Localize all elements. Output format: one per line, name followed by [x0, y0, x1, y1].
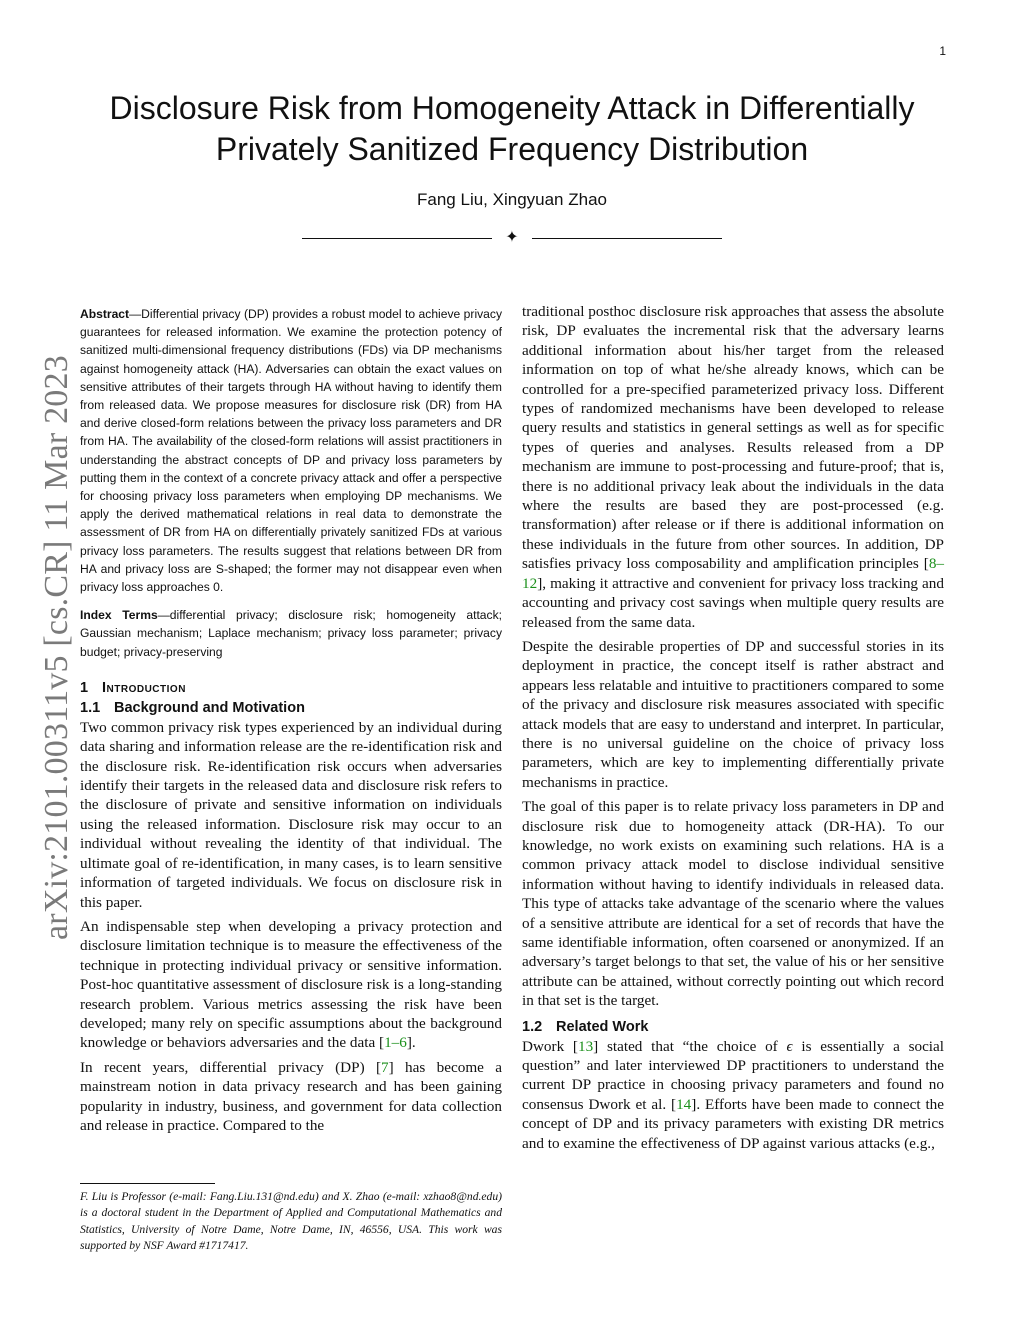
paper-title: Disclosure Risk from Homogeneity Attack in Differentially Privately Sanitized Frequency Distribution — [109, 90, 915, 167]
citation-link[interactable]: 7 — [381, 1058, 389, 1076]
citation-link[interactable]: 8–12 — [522, 555, 944, 592]
paragraph — [80, 917, 502, 1053]
title-separator — [302, 229, 722, 249]
separator-star-icon: ✦ — [505, 229, 519, 246]
paragraph-text: ] has become a mainstream notion in data privacy research and has been gaining popularity in industry, business, and government for data collection and release in practice. Compared to the — [80, 1058, 502, 1134]
citation-link[interactable]: 1–6 — [384, 1034, 407, 1052]
paragraph-text: ] stated that “the choice of — [593, 1037, 787, 1055]
index-terms-text: —differential privacy; disclosure risk; homogeneity attack; Gaussian mechanism; Laplace mechanism; privacy loss parameter; privacy budget; privacy-preserving — [80, 608, 502, 659]
arxiv-identifier-stamp: arXiv:2101.00311v5 [cs.CR] 11 Mar 2023 — [38, 355, 75, 940]
abstract-label: Abstract — [80, 307, 130, 321]
separator-rule-left — [302, 238, 492, 239]
abstract-text: —Differential privacy (DP) provides a robust model to achieve privacy guarantees for released information. We examine the protection potency of sanitized multi-dimensional frequency distributions (FDs) via DP mechanisms against homogeneity attack (HA). Adversaries can obtain the exact values on sensitive attributes of their targets through HA without having to identify them from released data. We propose measures for disclosure risk (DR) from HA and derive closed-form relations between the privacy loss parameters and DR from HA. The availability of the closed-form relations will assist practitioners in understanding the abstract concepts of DP and privacy loss parameters by putting them in the context of a concrete privacy attack and offer a perspective for choosing privacy loss parameters when employing DP mechanisms. We apply the derived mathematical relations in real data to demonstrate the assessment of DR from HA on differentially privately sanitized FDs at various privacy loss parameters. The results suggest that relations between DR from HA and privacy loss are S-shaped; the former may not disappear even when privacy loss approaches 0. — [80, 307, 502, 595]
paragraph: Despite the desirable properties of DP and successful stories in its deployment in practice, the concept itself is rather abstract and appears less relatable and intuitive to practitioners compared to some of the privacy and disclosure risk measures associated with specific attack models that are easy to understand and interpret. In particular, there is no universal guideline on the choice of privacy loss parameters, which are key to implementing differentially private mechanisms in practice. — [522, 637, 944, 791]
paragraph-text: Dwork [ — [522, 1037, 578, 1055]
separator-rule-right — [532, 238, 722, 239]
paragraph-text: ], making it attractive and convenient for privacy loss tracking and accounting and privacy cost savings when multiple query results are released from the same data. — [522, 574, 944, 631]
paragraph-text: ]. — [406, 1034, 416, 1052]
subsection-number: 1.2 — [522, 1018, 543, 1035]
epsilon-symbol: ϵ — [786, 1037, 793, 1055]
paragraph — [80, 1058, 502, 1136]
paragraph-text: An indispensable step when developing a privacy protection and disclosure limitation technique is to measure the effectiveness of the technique in protecting individual privacy or sensitive information. Post-hoc quantitative assessment of disclosure risk is a long-standing research problem. Various metrics assessing the risk have been developed; many rely on specific assumptions about the background knowledge or behaviors adversaries and the data [ — [80, 917, 502, 1052]
section-heading-introduction — [80, 678, 502, 698]
paragraph — [522, 1037, 944, 1153]
left-column — [80, 305, 502, 1140]
paragraph-text: In recent years, differential privacy (DP) [ — [80, 1058, 382, 1076]
author-footnote: F. Liu is Professor (e-mail: Fang.Liu.131@nd.edu) and X. Zhao (e-mail: xzhao8@nd.edu) is a doctoral student in the Department of Applied and Computational Mathematics and Statistics, University of Notre Dame, Notre Dame, IN, 46556, USA. This work was supported by NSF Award #1717417. — [80, 1190, 502, 1253]
section-title: Introduction — [102, 679, 186, 696]
paragraph-text: ]. Efforts have been made to connect the concept of DP and its privacy parameters with existing DR metrics and to examine the effectiveness of DP against various attacks (e.g., — [522, 1095, 945, 1152]
paragraph-text: is essentially a social question” and later interviewed DP practitioners to understand the current DP practice in choosing privacy parameters and found no consensus Dwork et al. [ — [522, 1037, 944, 1113]
citation-link[interactable]: 14 — [676, 1095, 692, 1113]
paragraph-text: traditional posthoc disclosure risk approaches that assess the absolute risk, DP evaluates the incremental risk that the adversary learns additional information about his/her target from the released information on top of what he/she already knows, which can be controlled for a pre-specified parameterized privacy loss. Different types of randomized mechanisms have been developed to release query results and statistics in general settings as well as for specific types of queries and analyses. Results released from a DP mechanism are immune to post-processing and future-proof; that is, there is no additional privacy leak about the individuals in the data where the results are based they are post-processed (e.g. transformation) after release or if there is additional information on these individuals in the future from other sources. In addition, DP satisfies privacy loss composability and amplification principles [ — [522, 303, 944, 573]
subsection-title: Related Work — [556, 1018, 649, 1035]
subsection-number: 1.1 — [80, 699, 101, 716]
right-column — [522, 302, 944, 1158]
index-terms — [80, 606, 502, 661]
subsection-heading-related-work — [522, 1017, 944, 1037]
abstract — [80, 305, 502, 596]
author-list: Fang Liu, Xingyuan Zhao — [417, 190, 607, 209]
paragraph: The goal of this paper is to relate privacy loss parameters in DP and disclosure risk due to homogeneity attack (DR-HA). To our knowledge, no work exists on examining such relations. HA is a common privacy attack model to disclose individual sensitive information without having to identify individuals in released data. This type of attacks take advantage of the scenario where the values of a sensitive attribute are identical for a set of records that have the same identifiable information, often coarsened or anonymized. If an adversary’s target belongs to that set, the value of his or her sensitive attribute can be attained, without correctly pointing out which record in that set is the target. — [522, 798, 944, 1010]
paragraph: Two common privacy risk types experienced by an individual during data sharing and information release are the re-identification risk and the disclosure risk. Re-identification risk occurs when adversaries identify their targets in the released data and disclosure risk refers to the disclosure of private and sensitive information on individuals using the released information. Disclosure risk may occur to an individual without revealing the identity of that individual. The ultimate goal of re-identification, in many cases, is to learn sensitive information of targeted individuals. We focus on disclosure risk in this paper. — [80, 718, 502, 911]
paragraph — [522, 302, 944, 632]
subsection-title: Background and Motivation — [114, 699, 305, 716]
citation-link[interactable]: 13 — [577, 1037, 594, 1055]
section-number: 1 — [80, 679, 89, 696]
page-number: 1 — [939, 44, 946, 58]
index-terms-label: Index Terms — [80, 608, 158, 623]
subsection-heading-background — [80, 698, 502, 718]
footnote-rule — [80, 1183, 215, 1184]
